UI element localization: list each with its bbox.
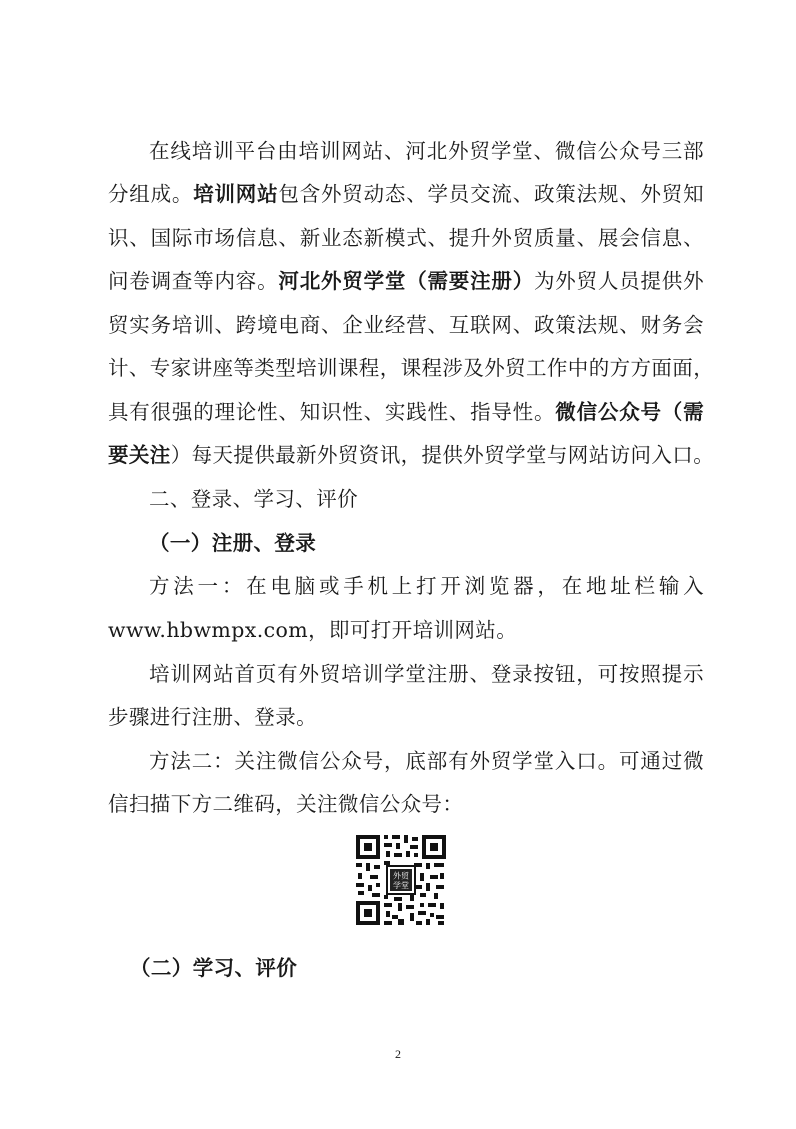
para1-line7: 具有很强的理论性、知识性、实践性、指导性。微信公众号（需 [108,400,704,424]
para1-line3: 识、国际市场信息、新业态新模式、提升外贸质量、展会信息、 [108,226,704,250]
subsection-heading-2: （二）学习、评价 [130,956,298,980]
section-heading: 二、登录、学习、评价 [149,487,358,511]
homepage-line1: 培训网站首页有外贸培训学堂注册、登录按钮，可按照提示 [149,662,704,686]
qr-logo-bottom: 学堂 [393,881,409,890]
para1-line2: 分组成。培训网站包含外贸动态、学员交流、政策法规、外贸知 [108,182,704,206]
para1-line5: 贸实务培训、跨境电商、企业经营、互联网、政策法规、财务会 [108,313,704,337]
hebei-academy-label: 河北外贸学堂（需要注册） [278,269,534,293]
website-url: www.hbwmpx.com，即可打开培训网站。 [108,618,518,642]
homepage-line2: 步骤进行注册、登录。 [108,705,317,729]
wechat-label: 微信公众号（需 [555,400,704,424]
wechat-qr-code [354,833,448,927]
para1-line4: 问卷调查等内容。河北外贸学堂（需要注册）为外贸人员提供外 [108,269,704,293]
page-number: 2 [395,1047,401,1061]
method2-line1: 方法二：关注微信公众号，底部有外贸学堂入口。可通过微 [149,749,704,773]
training-website-label: 培训网站 [193,182,279,206]
qr-logo-top: 外贸 [393,871,409,881]
method1-line2 [108,617,704,643]
para1-line6: 计、专家讲座等类型培训课程，课程涉及外贸工作中的方方面面， [108,356,715,380]
method1-line1: 方法一：在电脑或手机上打开浏览器，在地址栏输入 [149,574,704,598]
subsection-heading-1: （一）注册、登录 [149,531,317,555]
method2-line2: 信扫描下方二维码，关注微信公众号： [108,792,464,816]
para1-line8: 要关注）每天提供最新外贸资讯，提供外贸学堂与网站访问入口。 [108,443,715,467]
para1-line1: 在线培训平台由培训网站、河北外贸学堂、微信公众号三部 [149,139,704,163]
